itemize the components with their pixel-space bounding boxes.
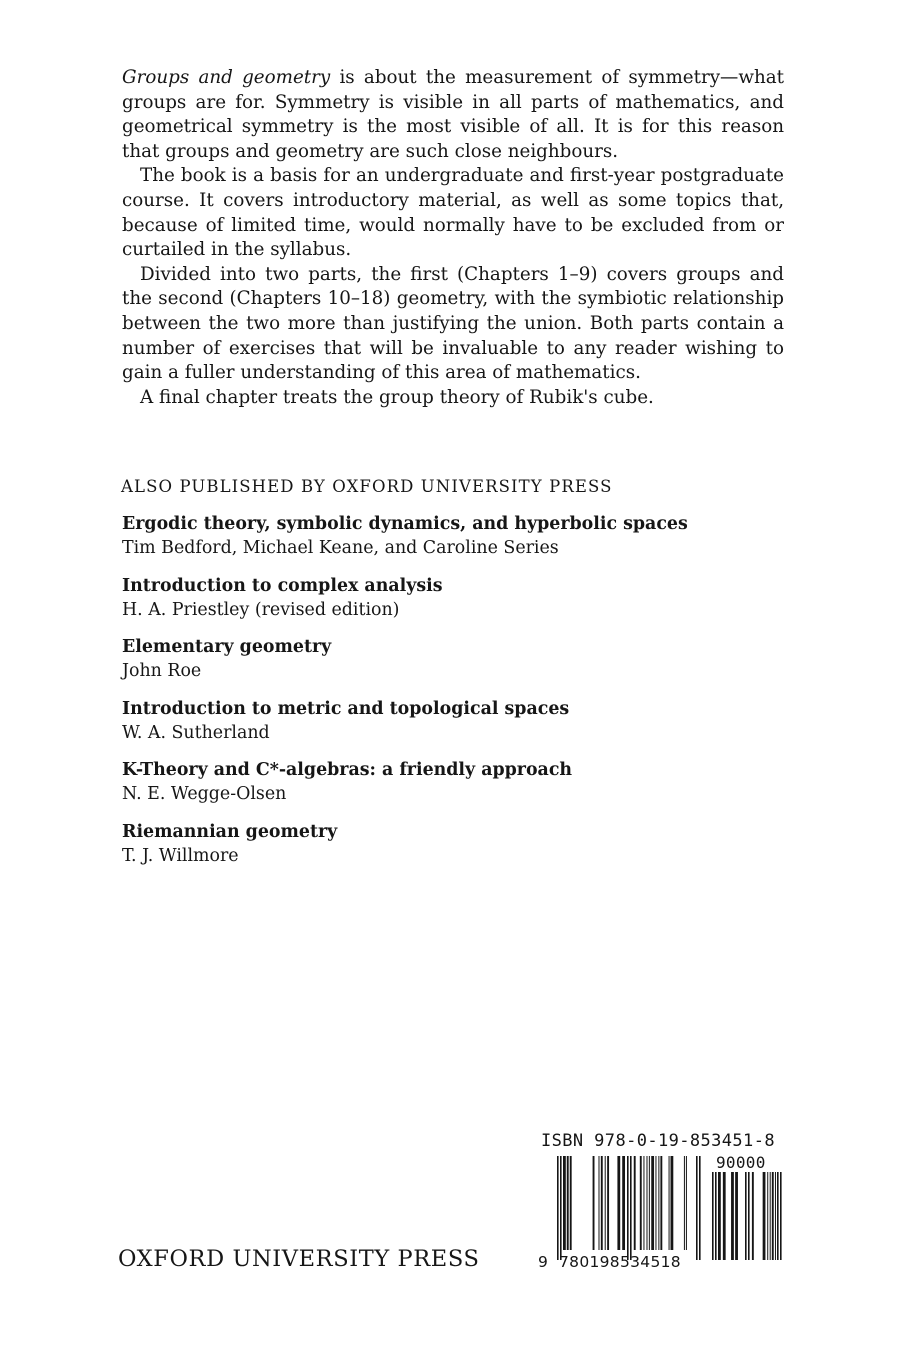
book-entry (122, 820, 782, 868)
book-title: Introduction to complex analysis (122, 575, 443, 596)
blurb-paragraph-4: A final chapter treats the group theory of Rubik's cube. (140, 386, 654, 408)
book-entry (122, 635, 782, 683)
publisher-name: OXFORD UNIVERSITY PRESS (118, 1246, 480, 1272)
blurb-paragraph-1-text: is about the measurement of symmetry—what groups are for. Symmetry is visible in all parts of mathematics, and geometrical symmetry is the most visible of all. It is for this reason that groups and geometry are such close neighbours. (122, 67, 784, 162)
book-title: Elementary geometry (122, 637, 332, 657)
book-author: N. E. Wegge-Olsen (122, 784, 287, 804)
isbn-label: ISBN 978-0-19-853451-8 (541, 1131, 775, 1151)
book-title: Introduction to metric and topological spaces (122, 698, 570, 719)
blurb-paragraph-2: The book is a basis for an undergraduate and first-year postgraduate course. It covers introductory material, as well as some topics that, because of limited time, would normally have to be excluded from or curtailed in the syllabus. (122, 165, 784, 261)
barcode-addon-icon (712, 1172, 782, 1260)
blurb-paragraph-1 (122, 66, 784, 164)
blurb-paragraph-3: Divided into two parts, the first (Chapters 1–9) covers groups and the second (Chapters 10–18) geometry, with the symbiotic relationship between the two more than justifying the union. Both parts contain a number of exercises that will be invaluable to any reader wishing to gain a fuller understanding of this area of mathematics. (122, 263, 784, 384)
barcode-icon (557, 1156, 701, 1260)
book-title: Riemannian geometry (122, 821, 338, 842)
book-entry (122, 512, 782, 560)
book-title-italic: Groups and geometry (122, 67, 331, 88)
also-published-heading: ALSO PUBLISHED BY OXFORD UNIVERSITY PRESS (121, 477, 613, 496)
book-entry (122, 697, 782, 745)
book-title: Ergodic theory, symbolic dynamics, and hyperbolic spaces (122, 514, 688, 534)
book-author: T. J. Willmore (122, 845, 239, 866)
book-author: Tim Bedford, Michael Keane, and Caroline Series (122, 538, 559, 558)
book-author: W. A. Sutherland (122, 722, 270, 743)
price-addon-digits: 90000 (716, 1153, 766, 1172)
book-entry (122, 758, 782, 806)
book-list (122, 512, 782, 881)
barcode-number: 780198534518 (559, 1253, 681, 1271)
book-author: John Roe (122, 661, 202, 681)
book-entry (122, 574, 782, 622)
book-author: H. A. Priestley (revised edition) (122, 599, 400, 620)
book-title: K-Theory and C*-algebras: a friendly approach (122, 760, 573, 780)
barcode-first-digit: 9 (538, 1253, 548, 1271)
blurb (122, 66, 784, 410)
